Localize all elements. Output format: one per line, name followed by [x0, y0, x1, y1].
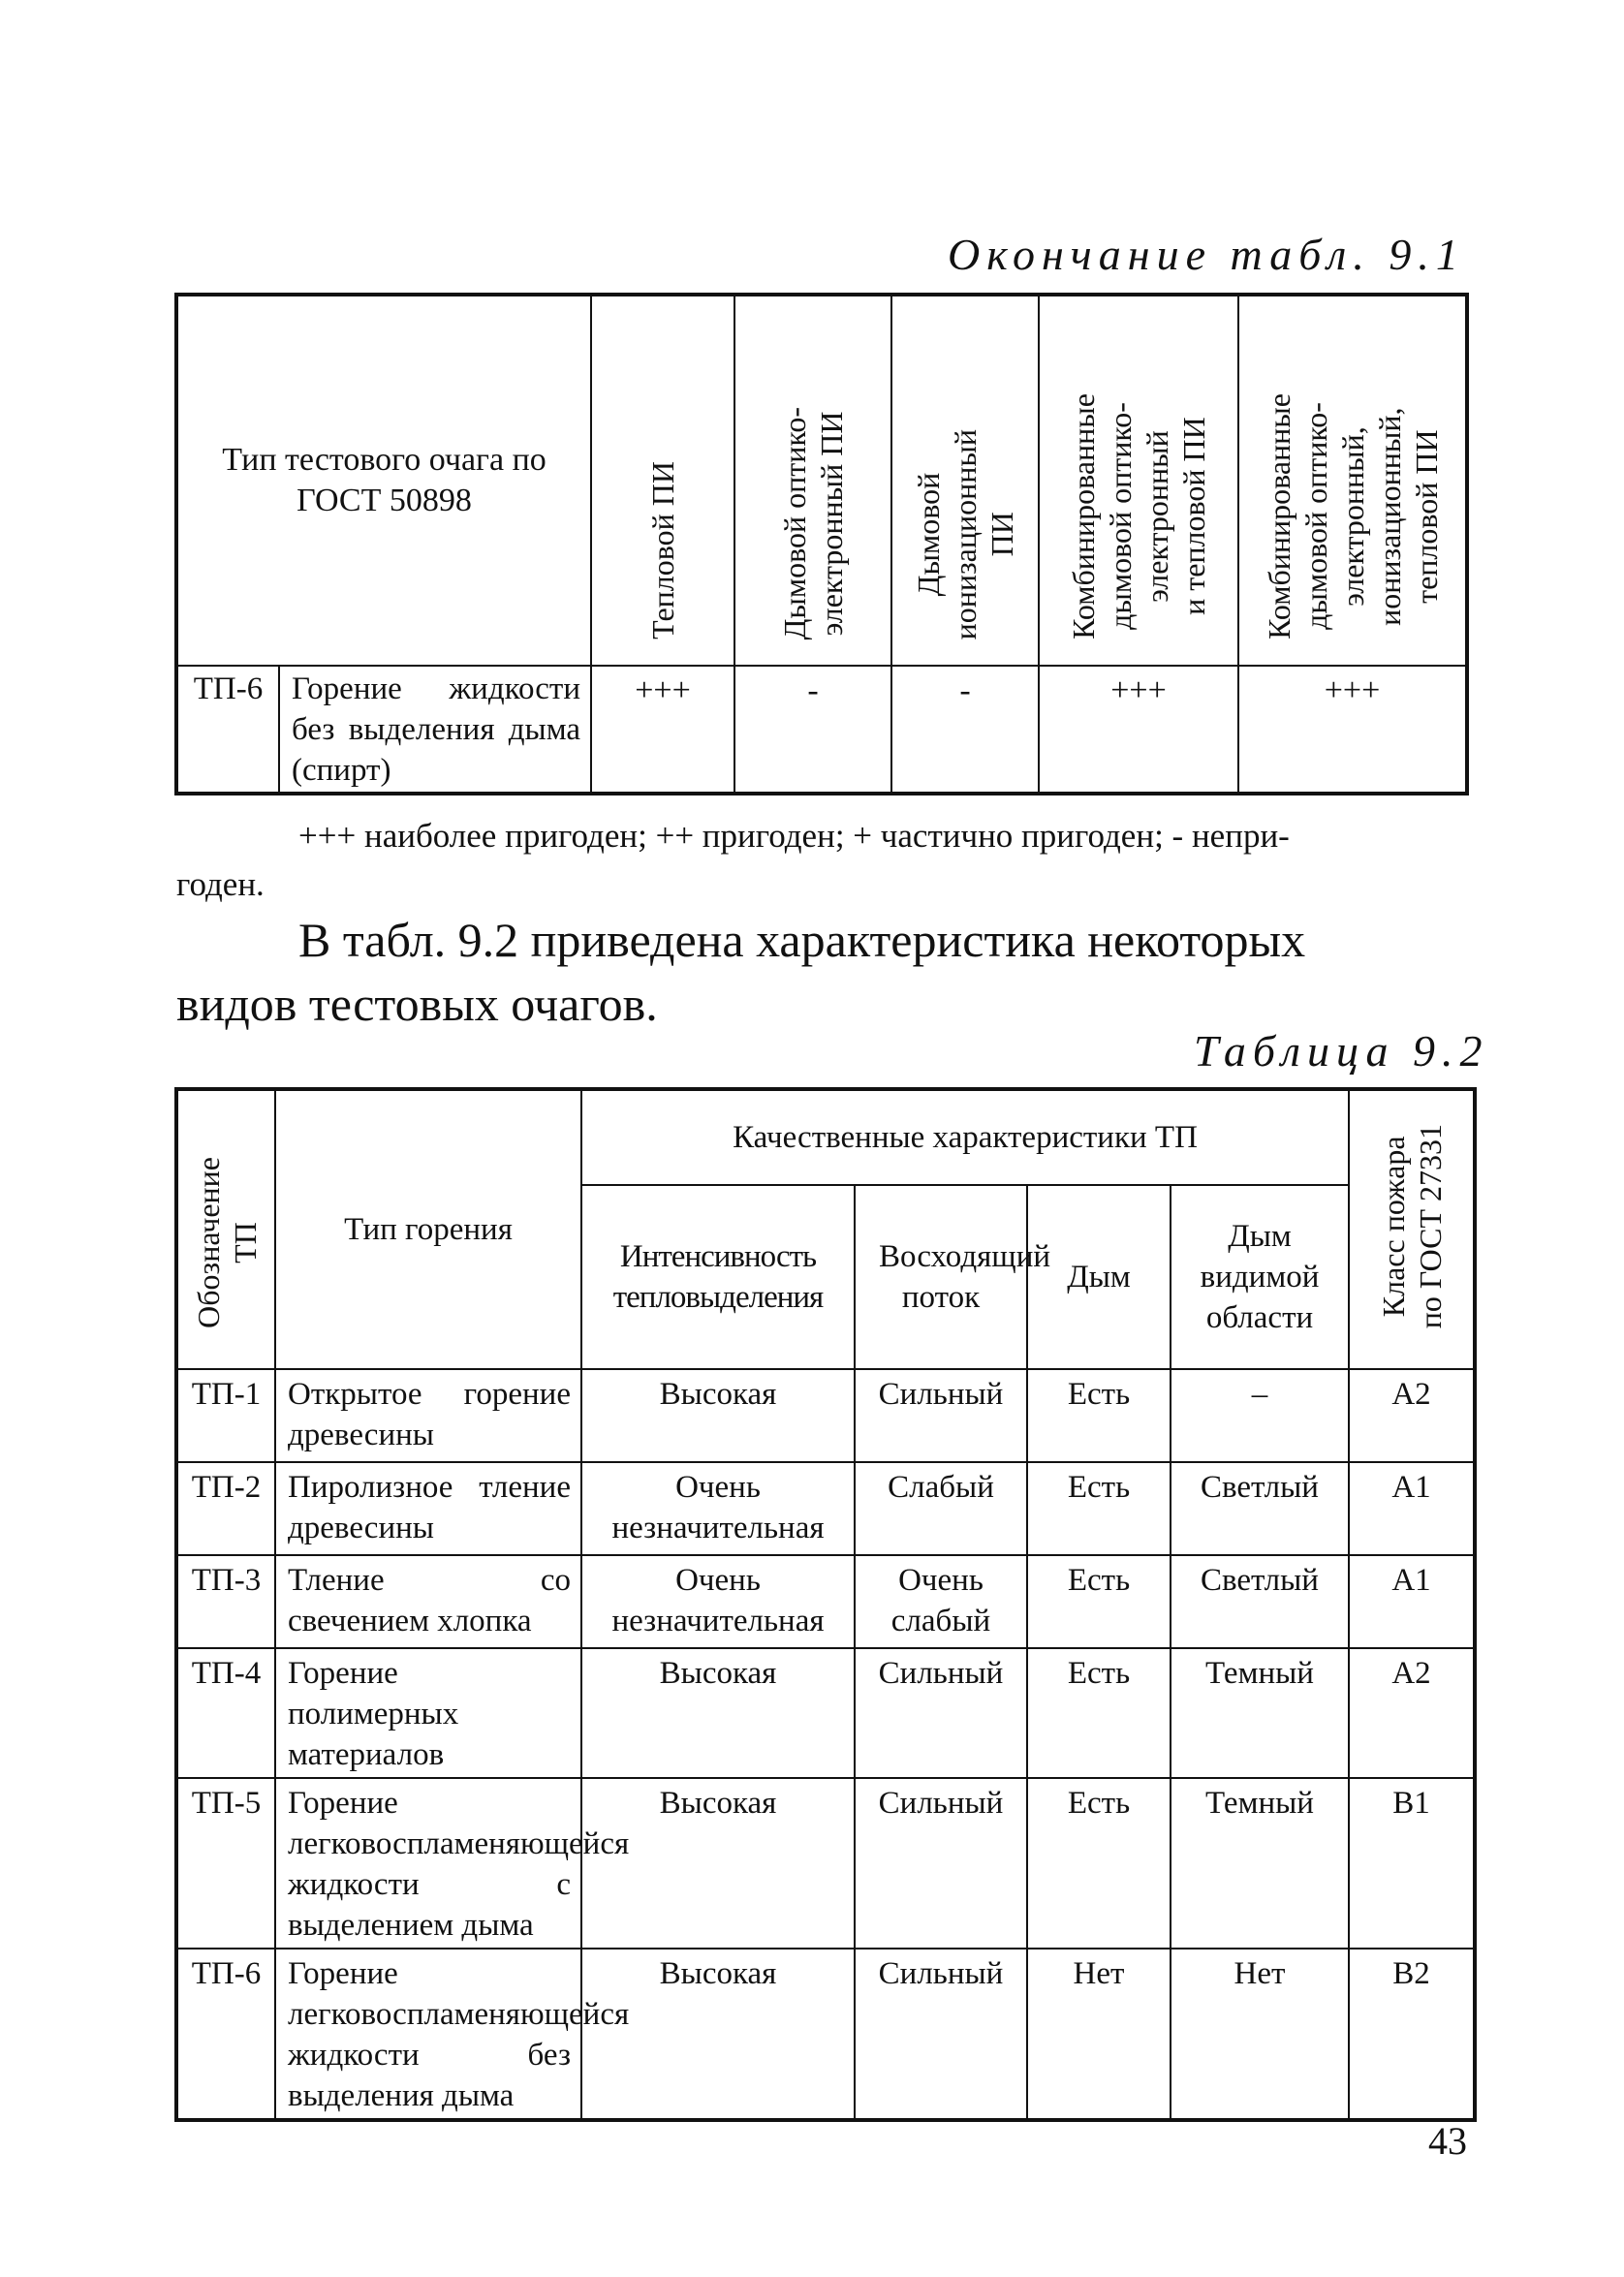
row-code: ТП-2 — [176, 1462, 275, 1555]
table-row — [176, 1369, 1475, 1462]
row-code: ТП-3 — [176, 1555, 275, 1648]
smoke-header: Дым — [1027, 1185, 1171, 1369]
flow-header: Восходящий поток — [855, 1185, 1027, 1369]
fire-class-header: Класс пожара по ГОСТ 27331 — [1349, 1089, 1475, 1369]
paragraph-line-1: В табл. 9.2 приведена характеристика некоторых — [298, 913, 1306, 967]
row-code: ТП-1 — [176, 1369, 275, 1462]
value-cell: +++ — [591, 666, 734, 794]
table-row — [176, 666, 1467, 794]
legend-line-1: +++ наиболее пригоден; ++ пригоден; + частично пригоден; - непри- — [298, 817, 1290, 855]
table1-caption: Окончание табл. 9.1 — [948, 230, 1465, 279]
row-smoke: Есть — [1027, 1462, 1171, 1555]
table-row — [176, 1462, 1475, 1555]
value-cell: - — [891, 666, 1039, 794]
row-intensity: Высокая — [581, 1369, 855, 1462]
row-intensity: Высокая — [581, 1949, 855, 2120]
row-smoke: Есть — [1027, 1555, 1171, 1648]
intensity-header: Интенсивность тепловыделения — [581, 1185, 855, 1369]
row-code: ТП-4 — [176, 1648, 275, 1778]
row-type: Пиролизное тление древесины — [275, 1462, 581, 1555]
row-code: ТП-6 — [176, 1949, 275, 2120]
row-type: Горение полимерных материалов — [275, 1648, 581, 1778]
row-flow: Сильный — [855, 1648, 1027, 1778]
table-9-1 — [174, 293, 1469, 795]
row-smoke: Нет — [1027, 1949, 1171, 2120]
table2-caption: Таблица 9.2 — [1194, 1026, 1489, 1076]
burning-type-header: Тип горения — [275, 1089, 581, 1369]
row-smoke: Есть — [1027, 1648, 1171, 1778]
row-flow: Сильный — [855, 1949, 1027, 2120]
row-intensity: Высокая — [581, 1648, 855, 1778]
row-class: А1 — [1349, 1555, 1475, 1648]
table-row — [176, 1648, 1475, 1778]
type-column-header: Тип тестового очага по ГОСТ 50898 — [176, 295, 591, 666]
row-flow: Сильный — [855, 1369, 1027, 1462]
row-smoke: Есть — [1027, 1778, 1171, 1949]
row-code: ТП-5 — [176, 1778, 275, 1949]
row-smoke: Есть — [1027, 1369, 1171, 1462]
row-type: Тление со свечением хлопка — [275, 1555, 581, 1648]
row-intensity: Очень незначительная — [581, 1555, 855, 1648]
row-visible: – — [1171, 1369, 1349, 1462]
legend-line-2: годен. — [176, 865, 265, 903]
row-class: А2 — [1349, 1369, 1475, 1462]
row-intensity: Высокая — [581, 1778, 855, 1949]
row-class: В1 — [1349, 1778, 1475, 1949]
designation-header: Обозначение ТП — [176, 1089, 275, 1369]
row-type: Горение легковоспламеняющейся жидкости без выделения дыма — [275, 1949, 581, 2120]
row-visible: Темный — [1171, 1648, 1349, 1778]
row-flow: Слабый — [855, 1462, 1027, 1555]
table-9-2 — [174, 1087, 1477, 2122]
row-type: Открытое горение древесины — [275, 1369, 581, 1462]
paragraph-line-2: видов тестовых очагов. — [176, 977, 658, 1031]
row-visible: Темный — [1171, 1778, 1349, 1949]
column-header-smoke-optical: Дымовой оптико- электронный ПИ — [734, 295, 891, 666]
row-visible: Светлый — [1171, 1462, 1349, 1555]
table-row — [176, 1949, 1475, 2120]
row-class: А2 — [1349, 1648, 1475, 1778]
row-type: Горение легковоспламеняющейся жидкости с выделением дыма — [275, 1778, 581, 1949]
row-class: В2 — [1349, 1949, 1475, 2120]
value-cell: +++ — [1039, 666, 1238, 794]
row-description: Горение жидкости без выделения дыма (спирт) — [279, 666, 591, 794]
value-cell: - — [734, 666, 891, 794]
row-class: А1 — [1349, 1462, 1475, 1555]
value-cell: +++ — [1238, 666, 1467, 794]
column-header-smoke-ionization: Дымовой ионизационный ПИ — [891, 295, 1039, 666]
table-row — [176, 1555, 1475, 1648]
row-intensity: Очень незначительная — [581, 1462, 855, 1555]
table-row — [176, 1778, 1475, 1949]
row-code: ТП-6 — [176, 666, 279, 794]
row-flow: Сильный — [855, 1778, 1027, 1949]
visible-smoke-header: Дым видимой области — [1171, 1185, 1349, 1369]
column-header-combined-2: Комбинированные дымовой оптико- электронный, ионизационный, тепловой ПИ — [1238, 295, 1467, 666]
page-number: 43 — [1428, 2119, 1467, 2163]
row-visible: Светлый — [1171, 1555, 1349, 1648]
column-header-thermal: Тепловой ПИ — [591, 295, 734, 666]
quality-characteristics-header: Качественные характеристики ТП — [581, 1089, 1349, 1185]
column-header-combined-1: Комбинированные дымовой оптико- электронный и тепловой ПИ — [1039, 295, 1238, 666]
row-visible: Нет — [1171, 1949, 1349, 2120]
row-flow: Очень слабый — [855, 1555, 1027, 1648]
